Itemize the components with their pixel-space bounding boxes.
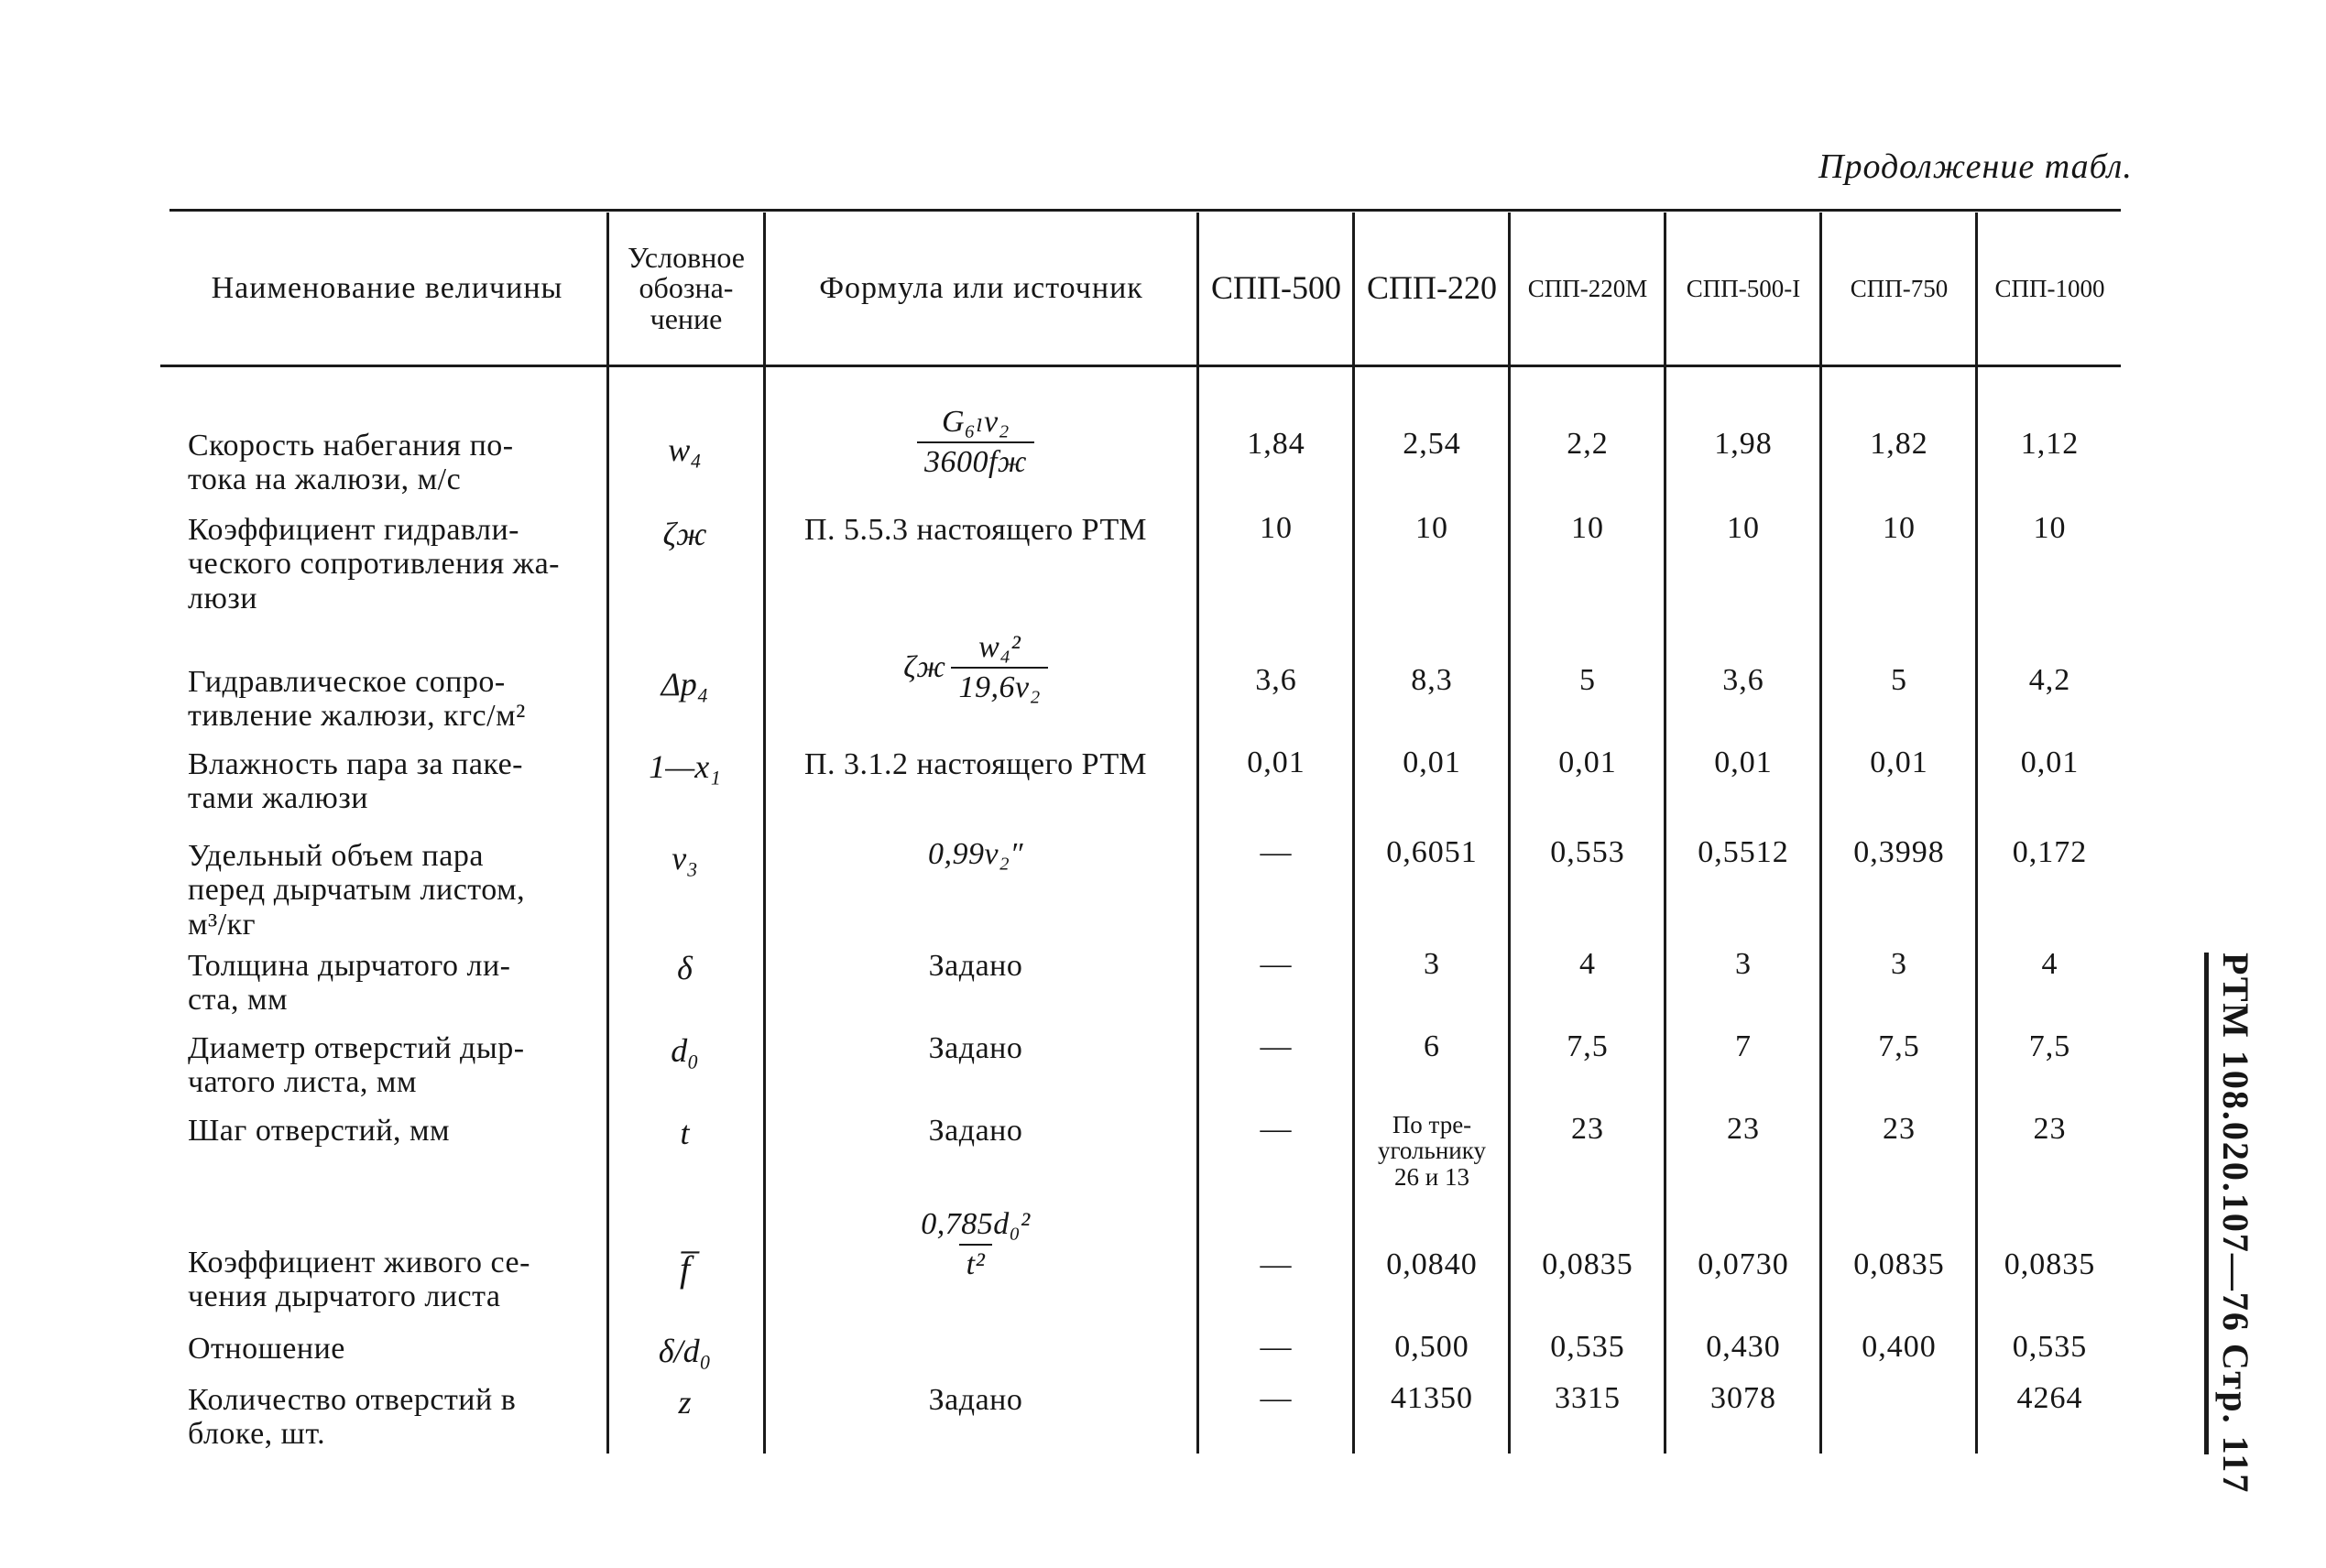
row-value: 7,5: [1567, 1029, 1609, 1063]
row-value: 41350: [1391, 1381, 1473, 1415]
row-value: 0,0840: [1386, 1247, 1478, 1281]
row-source: П. 3.1.2 настоящего РТМ: [803, 747, 1148, 781]
row-value: —: [1260, 1112, 1293, 1146]
row-formula: [765, 403, 1186, 480]
row-value: 10: [1415, 511, 1448, 545]
row-value: 0,0835: [1542, 1247, 1633, 1281]
formula-denominator: t²: [959, 1244, 993, 1282]
header-col-spp500i: СПП-500-I: [1686, 274, 1801, 302]
row-value: 1,82: [1870, 427, 1928, 461]
row-symbol: t: [680, 1115, 690, 1151]
header-symbol: Условное обозна- чение: [628, 240, 745, 335]
row-value: 0,01: [2020, 746, 2080, 779]
row-symbol: ζж: [662, 516, 707, 552]
header-col-spp220: СПП-220: [1367, 269, 1497, 307]
row-symbol: d₀: [671, 1032, 699, 1069]
row-symbol: 1—x₁: [649, 748, 721, 785]
row-value: 0,535: [1550, 1330, 1625, 1364]
row-value: 2,2: [1567, 427, 1609, 461]
row-source: Задано: [928, 1114, 1023, 1148]
row-symbol: w₄: [668, 431, 702, 468]
row-value: 3315: [1555, 1381, 1621, 1415]
row-value: 0,5512: [1698, 835, 1789, 869]
row-value: 3: [1424, 947, 1440, 981]
formula-numerator: w₄²: [978, 630, 1021, 664]
row-name: Скорость набегания по- тока на жалюзи, м/с: [188, 429, 514, 497]
row-value: 0,430: [1706, 1330, 1781, 1364]
row-value: 0,3998: [1853, 835, 1945, 869]
row-value: —: [1260, 1381, 1293, 1415]
row-value: 3: [1891, 947, 1907, 981]
row-symbol: δ: [677, 950, 693, 986]
row-value: 10: [1883, 511, 1916, 545]
row-value: 3,6: [1722, 663, 1764, 697]
row-value: 7,5: [1878, 1029, 1920, 1063]
row-value: 1,84: [1247, 427, 1305, 461]
header-col-spp500: СПП-500: [1211, 269, 1341, 307]
row-value: 10: [1571, 511, 1604, 545]
row-source: П. 5.5.3 настоящего РТМ: [803, 513, 1148, 547]
row-value: 0,01: [1247, 746, 1305, 779]
row-value: 0,535: [2012, 1330, 2088, 1364]
row-name: Диаметр отверстий дыр- чатого листа, мм: [188, 1031, 525, 1100]
row-value: 0,172: [2012, 835, 2088, 869]
row-value: 3078: [1710, 1381, 1776, 1415]
col-rule-3: [1196, 212, 1199, 1454]
row-value: 0,0835: [1853, 1247, 1945, 1281]
header-col-spp220m: СПП-220М: [1527, 274, 1648, 302]
document-code-stamp: РТМ 108.020.107—76 Стр. 117: [2204, 953, 2257, 1454]
row-name: Гидравлическое сопро- тивление жалюзи, кгс/м²: [188, 665, 526, 734]
row-source: 0,99v₂″: [927, 837, 1024, 871]
col-rule-4: [1352, 212, 1355, 1454]
row-value: 23: [1727, 1112, 1760, 1146]
row-value: 5: [1891, 663, 1907, 697]
row-value: 3,6: [1255, 663, 1297, 697]
row-value: —: [1260, 1330, 1293, 1364]
row-name: Коэффициент живого се- чения дырчатого листа: [188, 1246, 530, 1314]
row-formula: [765, 1207, 1186, 1282]
row-value: 4: [2041, 947, 2058, 981]
row-formula: [765, 630, 1186, 705]
row-value: 0,6051: [1386, 835, 1478, 869]
row-value: 10: [2033, 511, 2067, 545]
row-value: 7: [1735, 1029, 1752, 1063]
row-value: По тре- угольнику 26 и 13: [1378, 1111, 1486, 1191]
row-value: —: [1260, 1247, 1293, 1281]
row-value: 6: [1424, 1029, 1440, 1063]
row-value: —: [1260, 1029, 1293, 1063]
row-value: 0,0730: [1698, 1247, 1789, 1281]
row-source: Задано: [928, 1383, 1023, 1417]
row-value: 0,400: [1862, 1330, 1937, 1364]
row-name: Толщина дырчатого ли- ста, мм: [188, 949, 511, 1018]
row-symbol: v₃: [672, 840, 698, 877]
row-name: Удельный объем пара перед дырчатым листом, м³/кг: [188, 839, 526, 942]
row-value: 10: [1260, 511, 1293, 545]
formula-numerator: 0,785d₀²: [921, 1207, 1031, 1241]
row-value: 0,500: [1394, 1330, 1469, 1364]
row-value: 0,01: [1403, 746, 1461, 779]
row-value: 1,12: [2020, 427, 2080, 461]
continuation-label: Продолжение табл.: [1818, 147, 2133, 186]
header-col-spp750: СПП-750: [1850, 274, 1949, 302]
row-value: 2,54: [1403, 427, 1461, 461]
row-name: Шаг отверстий, мм: [188, 1114, 451, 1148]
row-value: 0,553: [1550, 835, 1625, 869]
row-value: 0,0835: [2004, 1247, 2096, 1281]
row-name: Влажность пара за паке- тами жалюзи: [188, 747, 523, 816]
formula-prefix: ζж: [903, 650, 946, 684]
col-rule-7: [1819, 212, 1822, 1454]
table-top-rule: [169, 209, 2121, 212]
row-value: 3: [1735, 947, 1752, 981]
row-value: 0,01: [1714, 746, 1773, 779]
row-source: Задано: [928, 1031, 1023, 1065]
header-name: Наименование величины: [211, 271, 563, 306]
row-name: Отношение: [188, 1332, 345, 1366]
row-value: 1,98: [1714, 427, 1773, 461]
row-name: Коэффициент гидравли- ческого сопротивления жа- люзи: [188, 513, 561, 615]
row-value: 4,2: [2028, 663, 2071, 697]
header-bottom-rule: [160, 365, 2121, 367]
row-value: —: [1260, 947, 1293, 981]
header-col-spp1000: СПП-1000: [1994, 274, 2105, 302]
row-value: 7,5: [2028, 1029, 2071, 1063]
header-source: Формула или источник: [819, 271, 1143, 306]
row-symbol: z: [678, 1384, 692, 1421]
row-value: 23: [1571, 1112, 1604, 1146]
row-value: 0,01: [1870, 746, 1928, 779]
row-symbol: δ/d₀: [658, 1333, 712, 1369]
row-value: 10: [1727, 511, 1760, 545]
row-name: Количество отверстий в блоке, шт.: [188, 1383, 517, 1452]
row-symbol: Δp₄: [661, 666, 709, 702]
row-value: —: [1260, 835, 1293, 869]
row-value: 23: [2033, 1112, 2067, 1146]
row-value: 5: [1579, 663, 1596, 697]
formula-denominator: 3600fж: [917, 441, 1034, 480]
col-rule-6: [1664, 212, 1666, 1454]
row-source: Задано: [928, 949, 1023, 983]
row-value: 23: [1883, 1112, 1916, 1146]
formula-denominator: 19,6v₂: [951, 667, 1047, 705]
row-value: 4264: [2016, 1381, 2083, 1415]
formula-numerator: G₆ₗv₂: [941, 405, 1010, 439]
row-symbol: f̅: [679, 1248, 691, 1290]
row-value: 0,01: [1558, 746, 1617, 779]
col-rule-5: [1508, 212, 1511, 1454]
row-value: 4: [1579, 947, 1596, 981]
col-rule-8: [1975, 212, 1978, 1454]
row-value: 8,3: [1411, 663, 1453, 697]
